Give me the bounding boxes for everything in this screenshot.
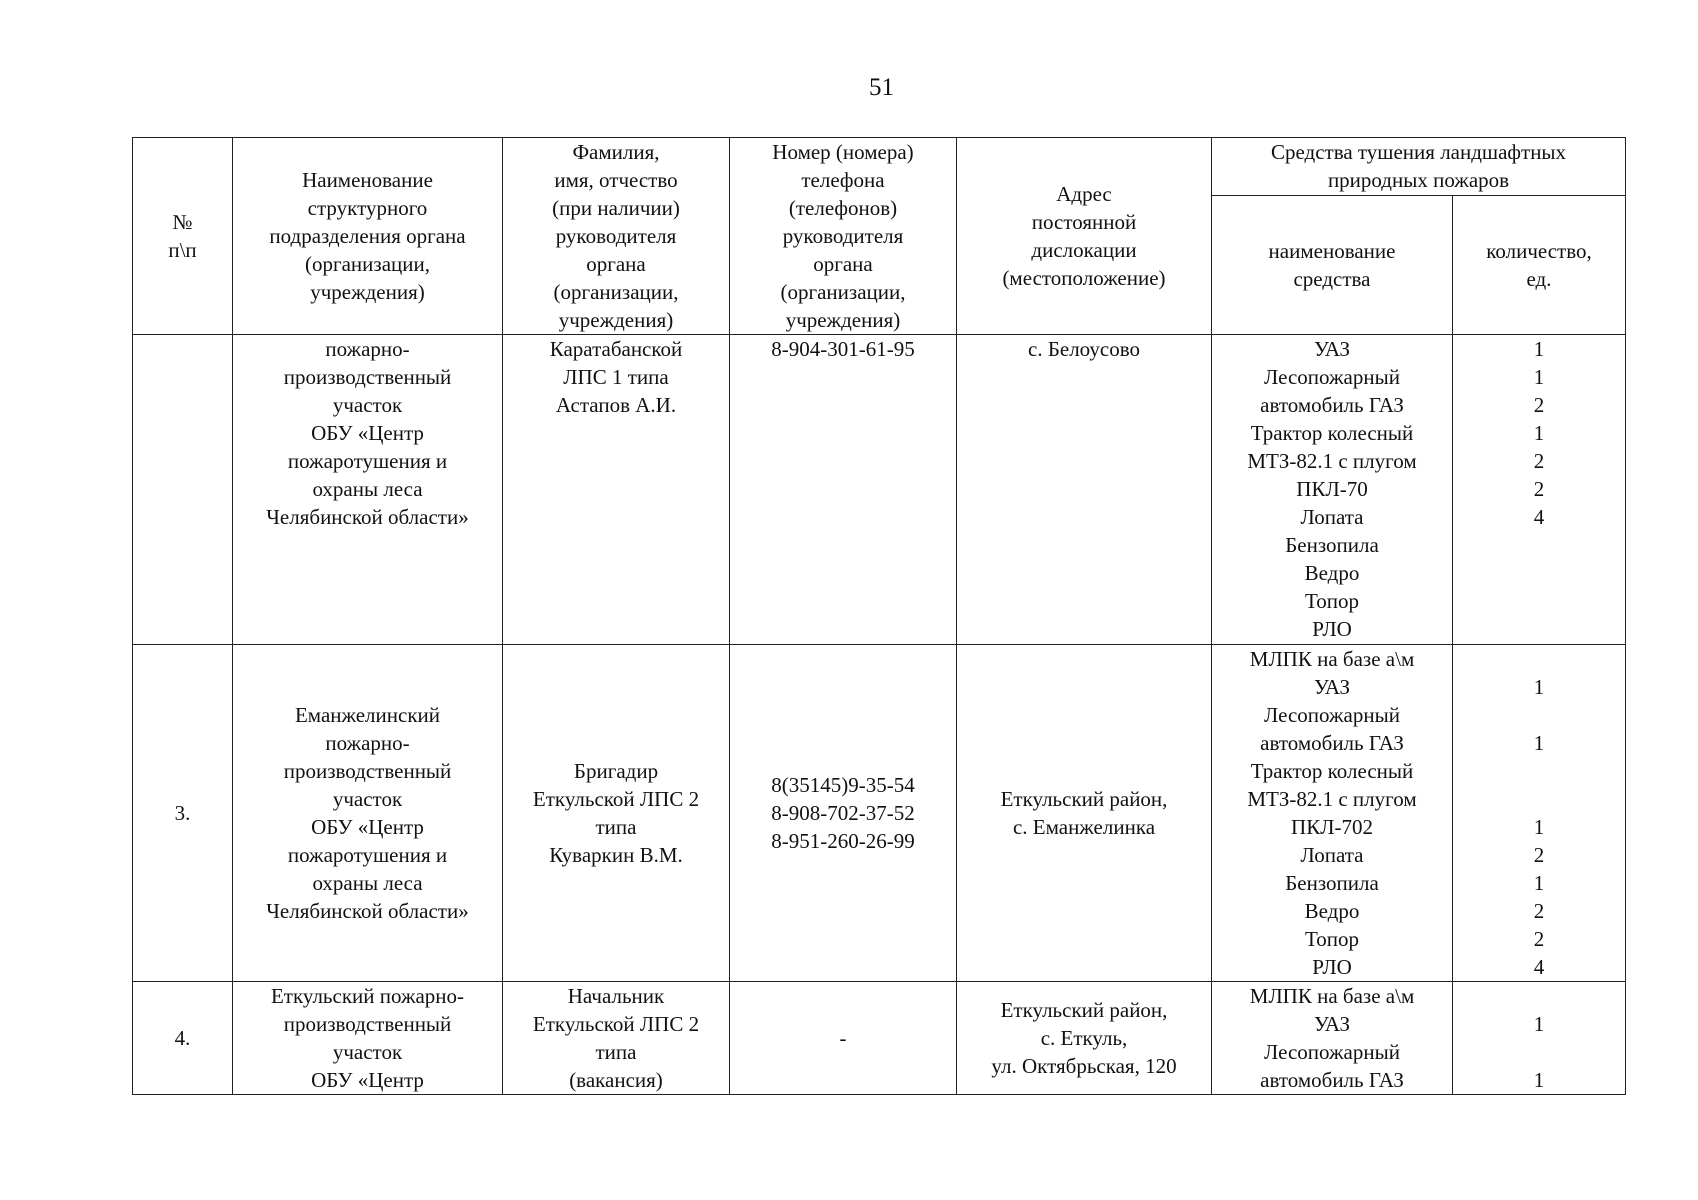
qty-list <box>1457 335 1621 643</box>
means-item: ПКЛ-702 <box>1291 815 1373 839</box>
header-address: Адрес постоянной дислокации (местоположение) <box>957 138 1212 335</box>
qty-item: 4 <box>1533 955 1545 979</box>
means-item: автомобиль ГАЗ <box>1260 393 1404 417</box>
row-qty <box>1453 645 1626 982</box>
row-unit: Еткульский пожарно- производственный участок ОБУ «Центр <box>233 982 503 1095</box>
qty-item: 1 <box>1533 675 1545 699</box>
means-item: Трактор колесный <box>1250 759 1414 783</box>
row-address: с. Белоусово <box>957 335 1212 645</box>
row-unit: Еманжелинский пожарно- производственный участок ОБУ «Центр пожаротушения и охраны леса Челябинской области» <box>233 645 503 982</box>
means-item: МЛПК на базе а\м <box>1249 647 1415 671</box>
qty-item: 1 <box>1533 421 1545 445</box>
means-item: Трактор колесный <box>1250 421 1414 445</box>
fire-units-table <box>132 137 1626 1095</box>
qty-item: 2 <box>1533 843 1545 867</box>
qty-item: 1 <box>1533 731 1545 755</box>
qty-item: 1 <box>1533 1068 1545 1092</box>
means-item: МЛПК на базе а\м <box>1249 984 1415 1008</box>
means-item: Ведро <box>1304 561 1360 585</box>
row-head: Каратабанской ЛПС 1 типа Астапов А.И. <box>503 335 730 645</box>
means-item: УАЗ <box>1313 337 1351 361</box>
means-item: Лопата <box>1300 505 1364 529</box>
qty-item: 2 <box>1533 477 1545 501</box>
means-item: РЛО <box>1312 617 1352 641</box>
row-phone: - <box>730 982 957 1095</box>
means-item: автомобиль ГАЗ <box>1260 1068 1404 1092</box>
row-head: Бригадир Еткульской ЛПС 2 типа Куваркин В.М. <box>503 645 730 982</box>
header-means-name: наименование средства <box>1212 195 1453 334</box>
qty-item: 1 <box>1533 365 1545 389</box>
means-item: Топор <box>1305 927 1359 951</box>
means-item: Бензопила <box>1285 533 1379 557</box>
qty-item: 4 <box>1533 505 1545 529</box>
qty-list <box>1457 982 1621 1094</box>
means-item: Топор <box>1305 589 1359 613</box>
qty-item: 2 <box>1533 927 1545 951</box>
row-means <box>1212 982 1453 1095</box>
means-item: УАЗ <box>1313 675 1351 699</box>
header-head: Фамилия, имя, отчество (при наличии) руководителя органа (организации, учреждения) <box>503 138 730 335</box>
qty-item: 2 <box>1533 449 1545 473</box>
means-item: Лесопожарный <box>1264 365 1400 389</box>
means-item: Бензопила <box>1285 871 1379 895</box>
table-row <box>133 645 1626 982</box>
qty-list <box>1457 645 1621 981</box>
means-item: МТЗ-82.1 с плугом <box>1247 449 1417 473</box>
row-means <box>1212 645 1453 982</box>
means-list <box>1216 645 1448 981</box>
table-header <box>133 138 1626 335</box>
means-item: Лопата <box>1300 843 1364 867</box>
qty-item: 1 <box>1533 1012 1545 1036</box>
page-number: 51 <box>869 74 894 101</box>
qty-item: 2 <box>1533 899 1545 923</box>
row-num: 3. <box>133 645 233 982</box>
row-phone: 8(35145)9-35-54 8-908-702-37-52 8-951-260-26-99 <box>730 645 957 982</box>
row-qty <box>1453 982 1626 1095</box>
qty-item: 1 <box>1533 871 1545 895</box>
row-address: Еткульский район, с. Еткуль, ул. Октябрьская, 120 <box>957 982 1212 1095</box>
row-num: 4. <box>133 982 233 1095</box>
qty-item: 1 <box>1533 815 1545 839</box>
means-item: МТЗ-82.1 с плугом <box>1247 787 1417 811</box>
means-item: РЛО <box>1312 955 1352 979</box>
row-unit: пожарно- производственный участок ОБУ «Центр пожаротушения и охраны леса Челябинской области» <box>233 335 503 645</box>
means-item: Лесопожарный <box>1264 703 1400 727</box>
table-row <box>133 335 1626 645</box>
header-phone: Номер (номера) телефона (телефонов) руководителя органа (организации, учреждения) <box>730 138 957 335</box>
row-head: Начальник Еткульской ЛПС 2 типа (вакансия) <box>503 982 730 1095</box>
row-means <box>1212 335 1453 645</box>
row-phone: 8-904-301-61-95 <box>730 335 957 645</box>
row-address: Еткульский район, с. Еманжелинка <box>957 645 1212 982</box>
means-item: Лесопожарный <box>1264 1040 1400 1064</box>
means-item: ПКЛ-70 <box>1296 477 1368 501</box>
table-row <box>133 982 1626 1095</box>
means-list <box>1216 335 1448 643</box>
header-means-group: Средства тушения ландшафтных природных пожаров <box>1212 138 1626 196</box>
header-means-qty: количество, ед. <box>1453 195 1626 334</box>
qty-item: 2 <box>1533 393 1545 417</box>
header-num: № п\п <box>133 138 233 335</box>
means-item: УАЗ <box>1313 1012 1351 1036</box>
header-unit: Наименование структурного подразделения органа (организации, учреждения) <box>233 138 503 335</box>
means-item: автомобиль ГАЗ <box>1260 731 1404 755</box>
means-list <box>1216 982 1448 1094</box>
row-num <box>133 335 233 645</box>
row-qty <box>1453 335 1626 645</box>
means-item: Ведро <box>1304 899 1360 923</box>
qty-item: 1 <box>1533 337 1545 361</box>
